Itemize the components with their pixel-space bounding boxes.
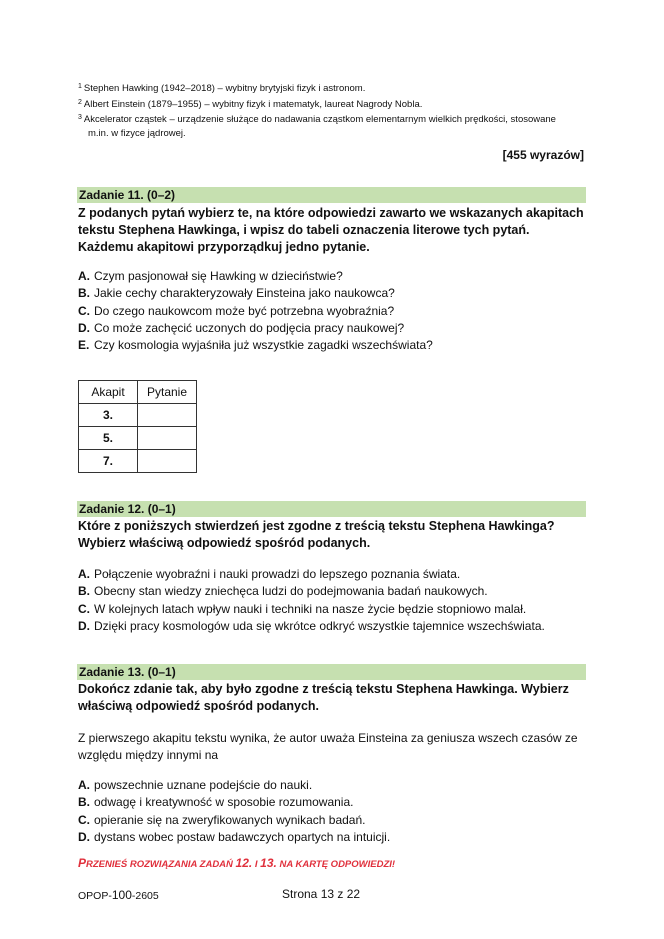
task-12-option-c: C. W kolejnych latach wpływ nauki i techniki na nasze życie będzie stopniowo malał.: [78, 601, 527, 616]
task-13-option-a: A. powszechnie uznane podejście do nauki.: [78, 778, 313, 792]
column-header-akapit: Akapit: [79, 381, 138, 404]
table-header-row: [79, 381, 197, 404]
page-number: Strona 13 z 22: [282, 887, 361, 901]
akapit-cell: 5.: [79, 427, 138, 450]
exam-code: OPOP-100-2605: [78, 888, 159, 902]
footnote-1: $^1$ Stephen Hawking (1942–2018) – wybitny brytyjski fizyk i astronom.: [78, 83, 366, 94]
task-13-option-d: D. dystans wobec postaw badawczych opartych na intuicji.: [78, 829, 391, 844]
answer-cell[interactable]: [138, 427, 197, 450]
footnotes: [78, 80, 598, 140]
footnote-2: $^2$ Albert Einstein (1879–1955) – wybitny fizyk i matematyk, laureat Nagrody Nobla.: [78, 98, 423, 110]
task-11-answer-table: [78, 380, 197, 473]
task-13-header: Zadanie 13. (0–1): [77, 664, 586, 680]
task-12-option-b: B. Obecny stan wiedzy zniechęca ludzi do podejmowania badań naukowych.: [78, 584, 488, 599]
task-13-instruction: Dokończ zdanie tak, aby było zgodne z treścią tekstu Stephena Hawkinga. Wybierz właściwą odpowiedź spośród podanych.: [78, 682, 569, 713]
task-13-option-c: C. opieranie się na zweryfikowanych wynikach badań.: [78, 812, 366, 827]
task-11-option-c: C. Do czego naukowcom może być potrzebna wyobraźnia?: [78, 303, 395, 318]
task-12-option-a: A. Połączenie wyobraźni i nauki prowadzi do lepszego poznania świata.: [78, 567, 461, 581]
table-row: [79, 450, 197, 473]
task-12-header: Zadanie 12. (0–1): [77, 501, 586, 517]
footnote-3: $^3$ Akcelerator cząstek – urządzenie służące do nadawania cząstkom elementarnym wielkich prędkości, stosowane: [78, 114, 556, 125]
transfer-answers-note: PRZENIEŚ ROZWIĄZANIA ZADAŃ 12. I 13. NA KARTĘ ODPOWIEDZI!: [78, 856, 396, 870]
task-12-option-d: D. Dzięki pracy kosmologów uda się wkrótce odkryć wszystkie tajemnice wszechświata.: [78, 618, 545, 633]
task-12-instruction: Które z poniższych stwierdzeń jest zgodne z treścią tekstu Stephena Hawkinga? Wybierz właściwą odpowiedź spośród podanych.: [78, 519, 555, 550]
task-12-options: [78, 566, 598, 635]
column-header-pytanie: Pytanie: [138, 381, 197, 404]
word-count: [455 wyrazów]: [502, 148, 584, 162]
task-13-stem: Z pierwszego akapitu tekstu wynika, że autor uważa Einsteina za geniusza wszech czasów ze względu między innymi na: [78, 731, 578, 762]
task-11-option-a: A. Czym pasjonował się Hawking w dzieciństwie?: [78, 269, 343, 283]
task-11-header: Zadanie 11. (0–2): [77, 187, 586, 203]
task-13-options: [78, 777, 598, 846]
task-13-option-b: B. odwagę i kreatywność w sposobie rozumowania.: [78, 795, 354, 810]
akapit-cell: 7.: [79, 450, 138, 473]
task-11-option-e: E. Czy kosmologia wyjaśniła już wszystkie zagadki wszechświata?: [78, 338, 433, 353]
footnote-3-continuation: m.in. w fizyce jądrowej.: [88, 127, 186, 139]
task-11-instruction: Z podanych pytań wybierz te, na które odpowiedzi zawarto we wskazanych akapitach tekstu Stephena Hawkinga, i wpisz do tabeli oznaczenia literowe tych pytań. Każdemu akapitowi przyporządkuj jedno pytanie.: [78, 206, 584, 254]
task-11-options: [78, 268, 598, 354]
table-row: [79, 404, 197, 427]
answer-cell[interactable]: [138, 450, 197, 473]
akapit-cell: 3.: [79, 404, 138, 427]
task-11-option-d: D. Co może zachęcić uczonych do podjęcia pracy naukowej?: [78, 320, 405, 335]
table-row: [79, 427, 197, 450]
answer-cell[interactable]: [138, 404, 197, 427]
task-11-option-b: B. Jakie cechy charakteryzowały Einsteina jako naukowca?: [78, 286, 395, 301]
